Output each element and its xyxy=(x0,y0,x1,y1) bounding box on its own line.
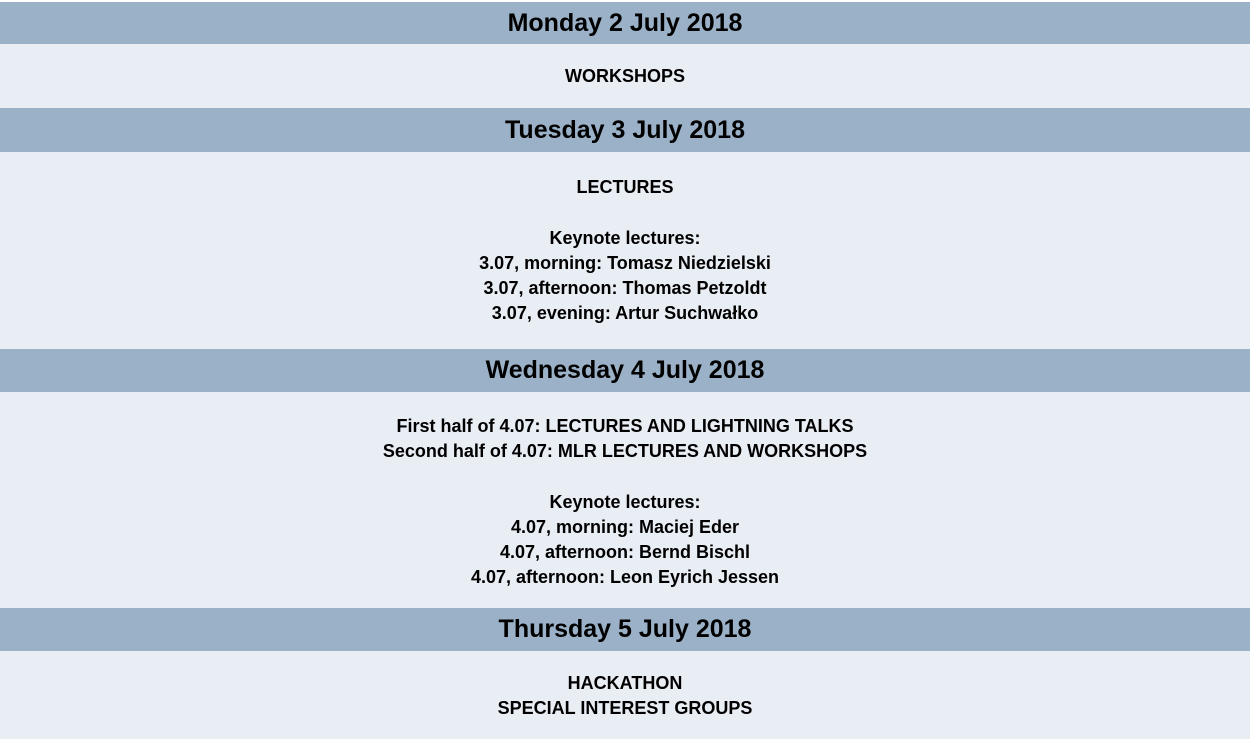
day-section-tuesday xyxy=(0,152,1250,349)
day-section-wednesday xyxy=(0,392,1250,608)
keynote-heading: Keynote lectures: xyxy=(549,492,701,512)
day-header-tuesday xyxy=(0,108,1250,152)
day-title: Thursday 5 July 2018 xyxy=(498,615,752,643)
day-header-monday xyxy=(0,2,1250,44)
keynote-item: 4.07, morning: Maciej Eder xyxy=(510,517,740,537)
day-title: Wednesday 4 July 2018 xyxy=(485,356,765,384)
keynote-item: 4.07, afternoon: Leon Eyrich Jessen xyxy=(470,567,780,587)
day-section-thursday xyxy=(0,651,1250,739)
day-title: Tuesday 3 July 2018 xyxy=(505,115,745,144)
keynote-item: 4.07, afternoon: Bernd Bischl xyxy=(499,542,751,562)
schedule-line: WORKSHOPS xyxy=(564,66,685,86)
schedule-line: SPECIAL INTEREST GROUPS xyxy=(497,698,753,718)
day-header-wednesday xyxy=(0,349,1250,392)
keynote-item: 3.07, evening: Artur Suchwałko xyxy=(491,303,759,323)
day-header-thursday xyxy=(0,608,1250,651)
schedule-line: First half of 4.07: LECTURES AND LIGHTNING TALKS xyxy=(396,416,854,436)
keynote-heading: Keynote lectures: xyxy=(549,228,701,248)
schedule-line: Second half of 4.07: MLR LECTURES AND WORKSHOPS xyxy=(382,441,868,461)
schedule-line: HACKATHON xyxy=(567,673,683,693)
day-section-monday xyxy=(0,44,1250,108)
keynote-item: 3.07, afternoon: Thomas Petzoldt xyxy=(483,278,767,298)
keynote-item: 3.07, morning: Tomasz Niedzielski xyxy=(479,253,771,273)
schedule-line: LECTURES xyxy=(576,177,674,197)
day-title: Monday 2 July 2018 xyxy=(507,8,743,37)
